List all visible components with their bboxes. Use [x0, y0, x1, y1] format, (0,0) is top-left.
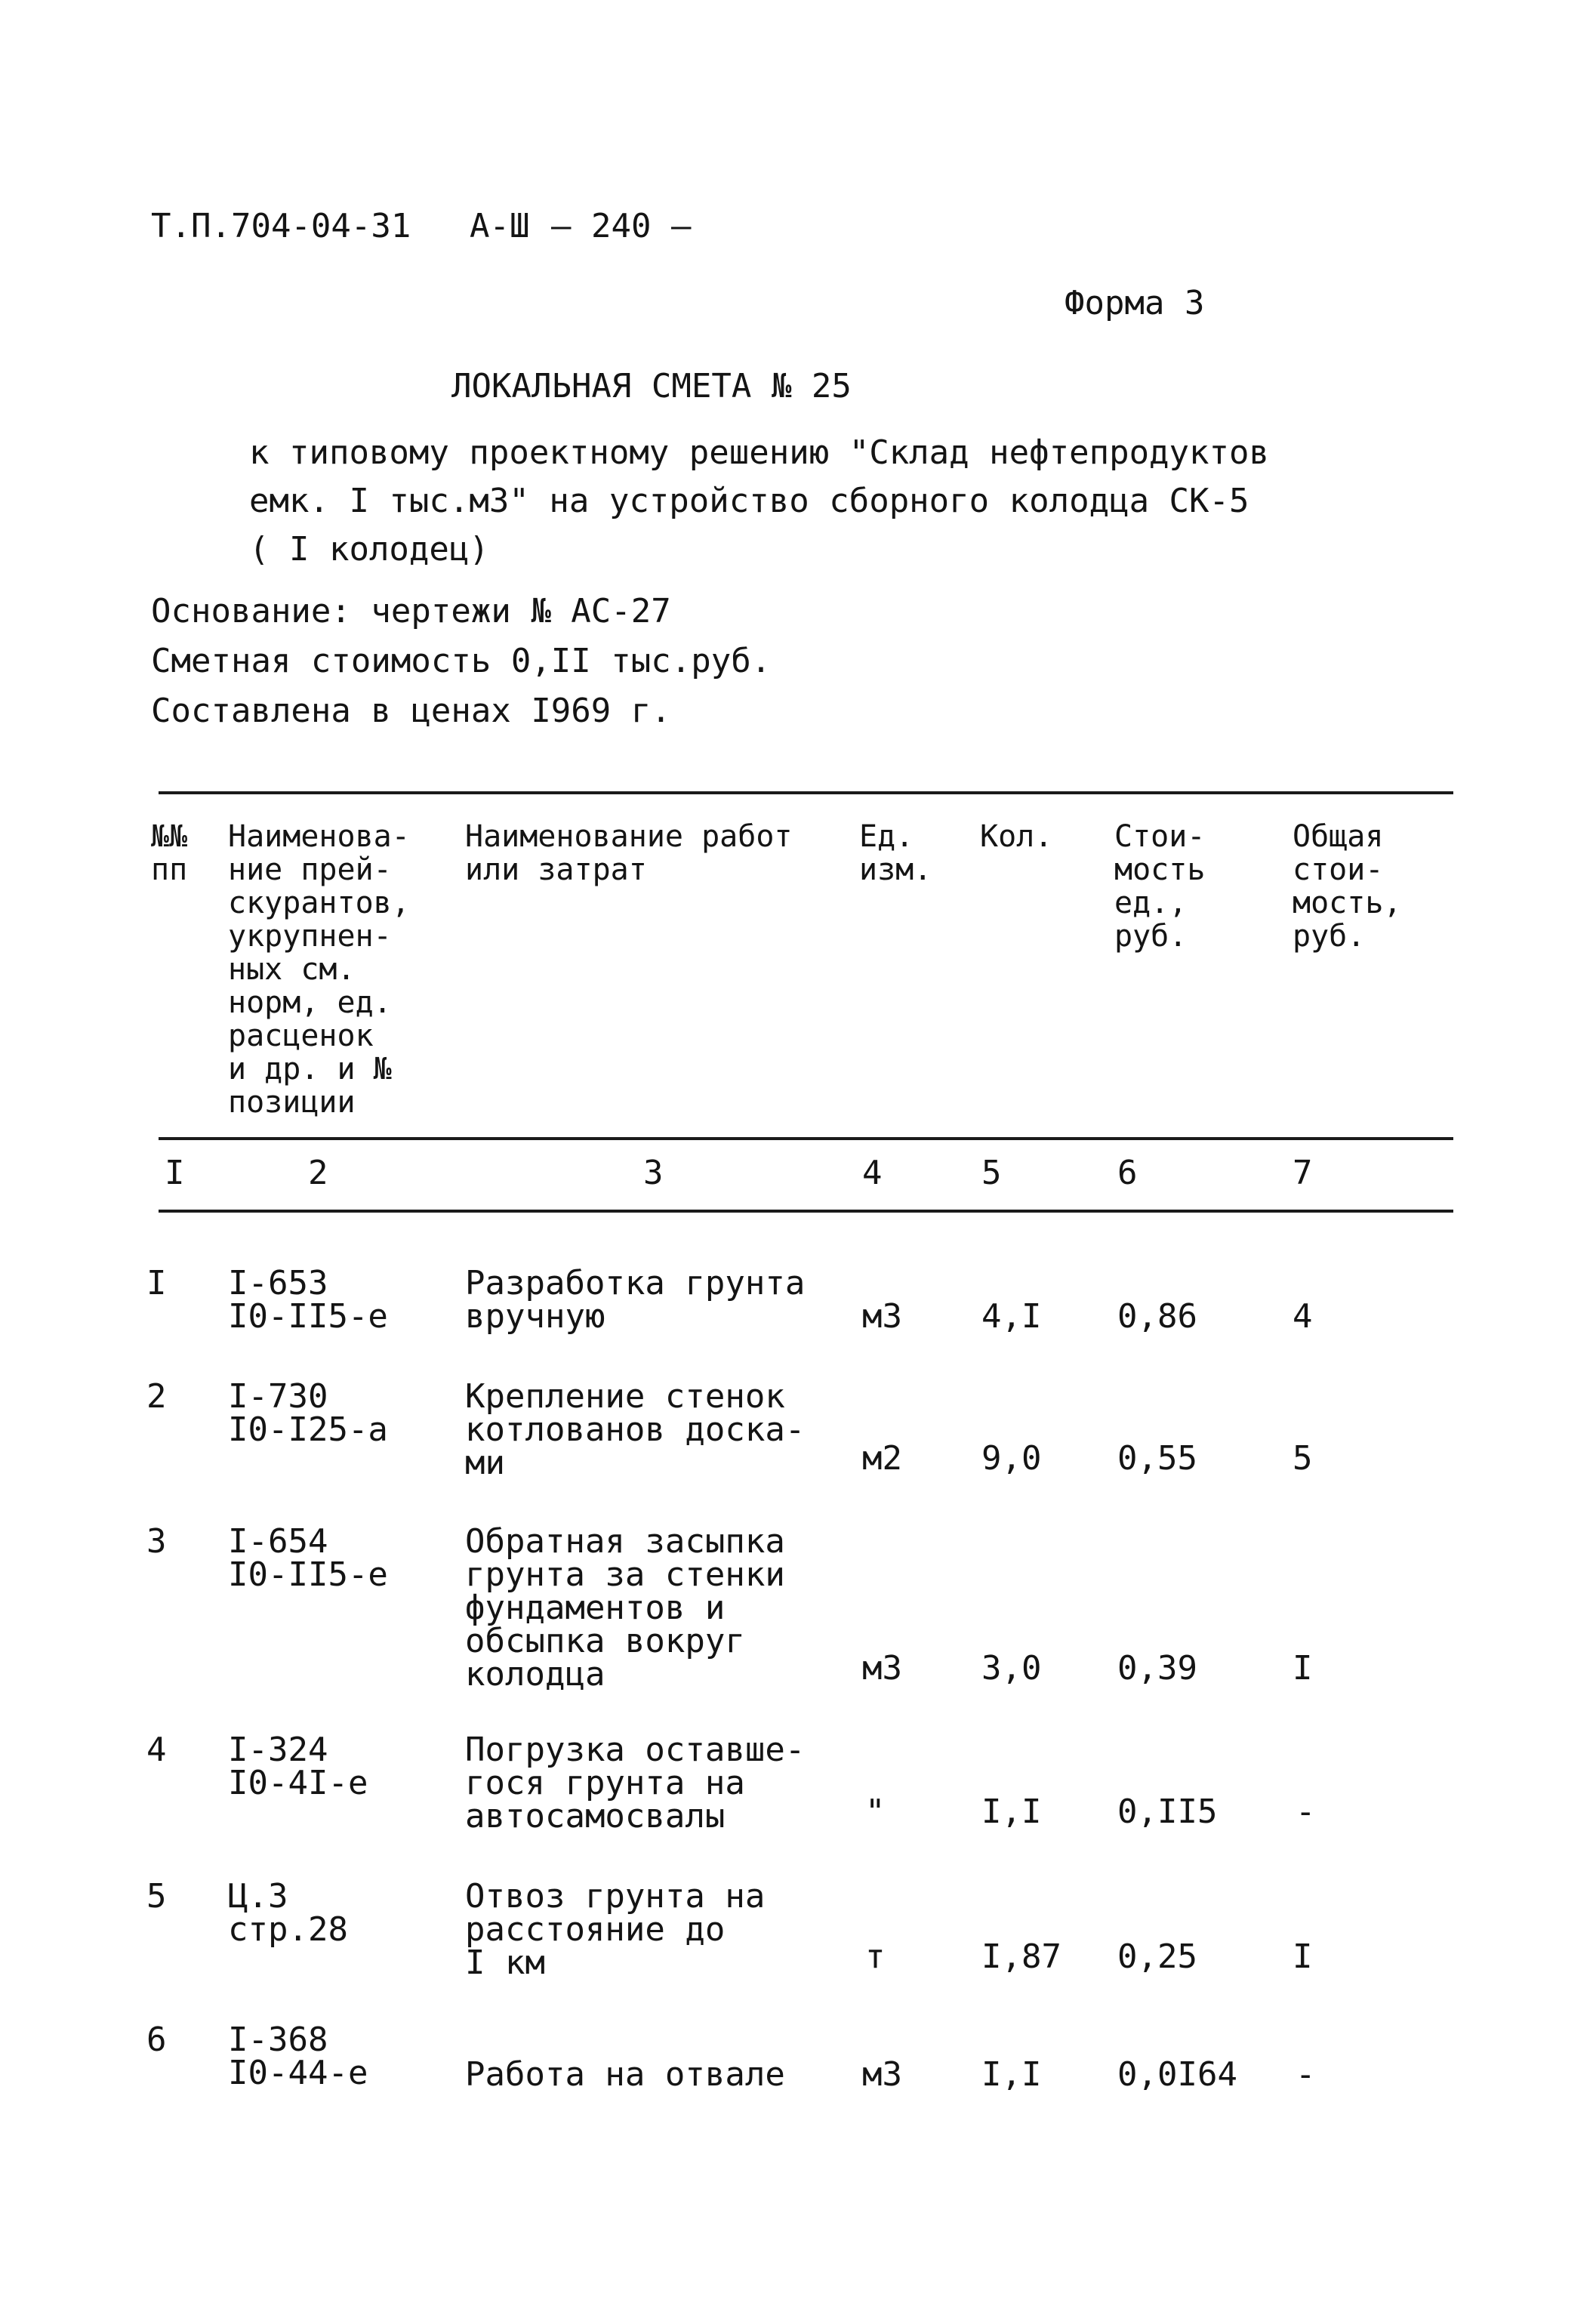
col-header-number: №№ пп: [151, 819, 188, 887]
row-work: Разработка грунта вручную: [465, 1264, 806, 1336]
row-unit-cost: 0,II5: [1117, 1792, 1218, 1831]
row-work: Крепление стенок котлованов доска- ми: [465, 1377, 806, 1482]
table-column-numbers-rule: [159, 1210, 1453, 1213]
row-work: Погрузка оставше- гося грунта на автосамосвалы: [465, 1731, 806, 1836]
col-header-unit-cost: Стои- мость ед., руб.: [1114, 819, 1206, 954]
col-number-3: 3: [643, 1154, 664, 1192]
row-unit: м3: [862, 2055, 902, 2094]
row-unit-cost: 0,55: [1117, 1439, 1197, 1478]
row-work: Работа на отвале: [465, 2055, 785, 2094]
row-quantity: I,I: [981, 2055, 1042, 2094]
col-header-work: Наименование работ или затрат: [465, 819, 793, 887]
row-unit-cost: 0,25: [1117, 1937, 1197, 1976]
row-number: 6: [146, 2021, 167, 2059]
info-prices: Составлена в ценах I969 г.: [151, 692, 671, 730]
row-number: 3: [146, 1522, 167, 1561]
col-header-pricelist: Наименова- ние прей- скурантов, укрупнен- ных см. норм, ед. расценок и др. и № позиции: [228, 819, 410, 1120]
row-work: Обратная засыпка грунта за стенки фундаментов и обсыпка вокруг колодца: [465, 1522, 785, 1694]
row-total-cost: -: [1296, 1792, 1316, 1831]
album-code: А-Ш: [470, 207, 530, 245]
col-number-2: 2: [308, 1154, 328, 1192]
row-quantity: 9,0: [981, 1439, 1042, 1478]
row-work: Отвоз грунта на расстояние до I км: [465, 1877, 766, 1982]
document-code: Т.П.704-04-31: [151, 207, 411, 245]
estimate-title: ЛОКАЛЬНАЯ СМЕТА № 25: [451, 367, 852, 405]
row-number: 4: [146, 1731, 167, 1769]
row-total-cost: I: [1293, 1937, 1313, 1976]
page-number: — 240 —: [551, 207, 692, 245]
row-quantity: 3,0: [981, 1649, 1042, 1688]
row-code: I-653 I0-II5-е: [228, 1264, 388, 1336]
row-unit: м3: [862, 1649, 902, 1688]
subtitle-line-3: ( I колодец): [249, 530, 489, 569]
info-basis: Основание: чертежи № АС-27: [151, 592, 671, 630]
row-number: I: [146, 1264, 167, 1302]
table-header-rule: [159, 1137, 1453, 1140]
subtitle-line-2: емк. I тыс.м3" на устройство сборного колодца СК-5: [249, 482, 1249, 520]
row-quantity: 4,I: [981, 1297, 1042, 1336]
row-quantity: I,87: [981, 1937, 1061, 1976]
col-number-1: I: [165, 1154, 185, 1192]
row-unit-cost: 0,0I64: [1117, 2055, 1237, 2094]
row-total-cost: 4: [1293, 1297, 1313, 1336]
row-unit-cost: 0,39: [1117, 1649, 1197, 1688]
col-number-6: 6: [1117, 1154, 1138, 1192]
row-total-cost: I: [1293, 1649, 1313, 1688]
row-code: I-730 I0-I25-а: [228, 1377, 388, 1449]
row-unit: м3: [862, 1297, 902, 1336]
row-number: 2: [146, 1377, 167, 1416]
row-total-cost: -: [1296, 2055, 1316, 2094]
form-label: Форма 3: [1065, 284, 1205, 322]
table-top-rule: [159, 791, 1453, 794]
row-code: I-654 I0-II5-е: [228, 1522, 388, 1594]
row-unit-cost: 0,86: [1117, 1297, 1197, 1336]
col-header-quantity: Кол.: [980, 819, 1053, 854]
row-code: Ц.3 стр.28: [228, 1877, 348, 1949]
info-cost: Сметная стоимость 0,II тыс.руб.: [151, 642, 772, 680]
row-unit: т: [865, 1937, 886, 1976]
row-unit: м2: [862, 1439, 902, 1478]
row-code: I-324 I0-4I-е: [228, 1731, 368, 1802]
row-code: I-368 I0-44-е: [228, 2021, 368, 2092]
subtitle-line-1: к типовому проектному решению "Склад нефтепродуктов: [249, 433, 1270, 472]
row-total-cost: 5: [1293, 1439, 1313, 1478]
row-quantity: I,I: [981, 1792, 1042, 1831]
row-number: 5: [146, 1877, 167, 1916]
col-number-7: 7: [1293, 1154, 1313, 1192]
row-unit: ": [865, 1792, 886, 1831]
col-number-4: 4: [862, 1154, 883, 1192]
col-header-unit: Ед. изм.: [859, 819, 932, 887]
col-header-total-cost: Общая стои- мость, руб.: [1293, 819, 1402, 954]
col-number-5: 5: [981, 1154, 1002, 1192]
